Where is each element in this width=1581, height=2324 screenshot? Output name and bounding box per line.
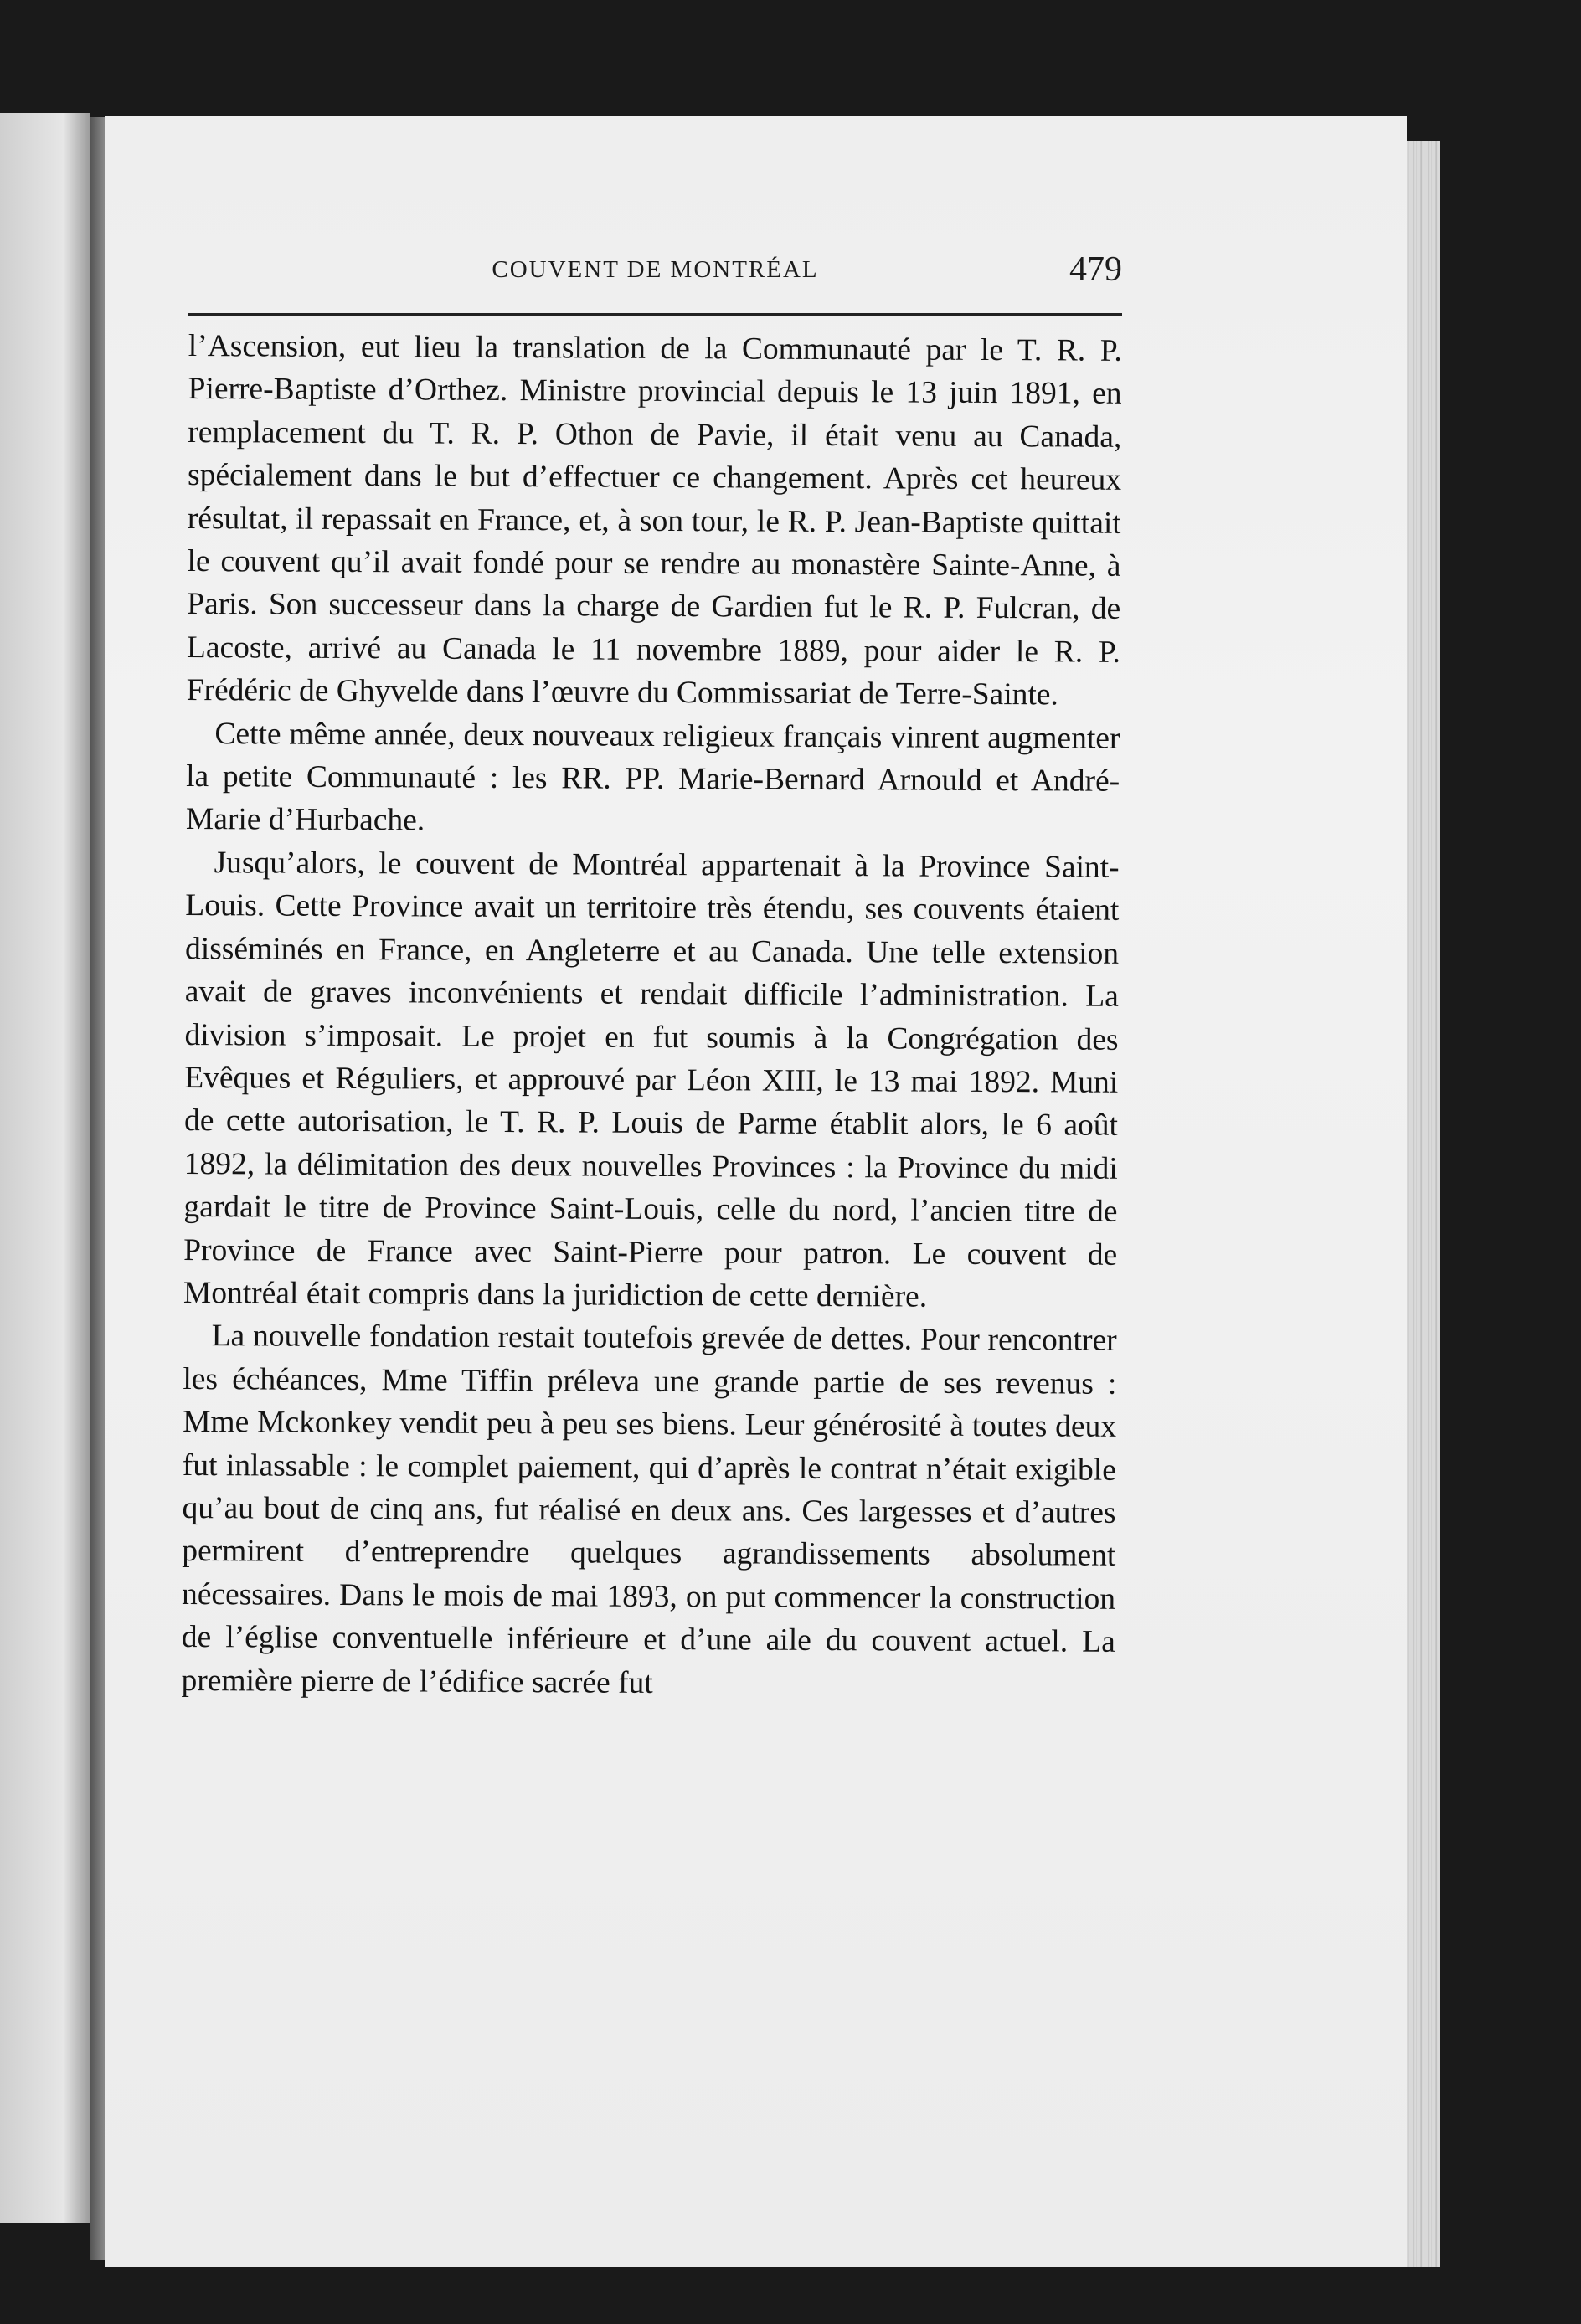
body-text xyxy=(181,325,1122,1707)
header-rule xyxy=(188,313,1122,316)
paragraph-1: l’Ascension, eut lieu la translation de la Communauté par le T. R. P. Pierre-Baptiste d’Orthez. Ministre provincial depuis le 13 juin 1891, en remplacement du T. R. P. Othon de Pavie, il était venu au Canada, spécialement dans le but d’effectuer ce changement. Après cet heureux résultat, il repassait en France, et, à son tour, le R. P. Jean-Baptiste quittait le couvent qu’il avait fondé pour se rendre au monastère Sainte-Anne, à Paris. Son successeur dans la charge de Gardien fut le R. P. Fulcran, de Lacoste, arrivé au Canada le 11 novembre 1889, pour aider le R. P. Frédéric de Ghyvelde dans l’œuvre du Commissariat de Terre-Sainte. xyxy=(186,328,1122,712)
page-number: 479 xyxy=(1069,250,1122,289)
page-header xyxy=(188,249,1122,300)
paragraph-4: La nouvelle fondation restait toutefois grevée de dettes. Pour rencontrer les échéances, Mme Tiffin préleva une grande partie de ses revenus : Mme Mckonkey vendit peu à peu ses biens. Leur générosité à toutes deux fut inlassable : le complet paiement, qui d’après le contrat n’était exigible qu’au bout de cinq ans, fut réalisé en deux ans. Ces largesses et d’autres permirent d’entreprendre quelques agrandissements absolument nécessaires. Dans le mois de mai 1893, on put commencer la construction de l’église conventuelle inférieure et d’une aile du couvent actuel. La première pierre de l’édifice sacrée fut xyxy=(181,1319,1117,1700)
paragraph-3: Jusqu’alors, le couvent de Montréal appartenait à la Province Saint-Louis. Cette Province avait un territoire très étendu, ses couvents étaient disséminés en France, en Angleterre et au Canada. Une telle extension avait de graves inconvénients et rendait difficile l’administration. La division s’imposait. Le projet en fut soumis à la Congrégation des Evêques et Réguliers, et approuvé par Léon XIII, le 13 mai 1892. Muni de cette autorisation, le T. R. P. Louis de Parme établit alors, le 6 août 1892, la délimitation des deux nouvelles Provinces : la Province du midi gardait le titre de Province Saint-Louis, celle du nord, l’ancien titre de Province de France avec Saint-Pierre pour patron. Le couvent de Montréal était compris dans la juridiction de cette dernière. xyxy=(183,846,1120,1314)
paragraph-2: Cette même année, deux nouveaux religieux français vinrent augmenter la petite Communauté : les RR. PP. Marie-Bernard Arnould et André-Marie d’Hurbache. xyxy=(185,716,1120,838)
running-title: COUVENT DE MONTRÉAL xyxy=(492,256,819,283)
previous-page-edge xyxy=(0,113,90,2223)
